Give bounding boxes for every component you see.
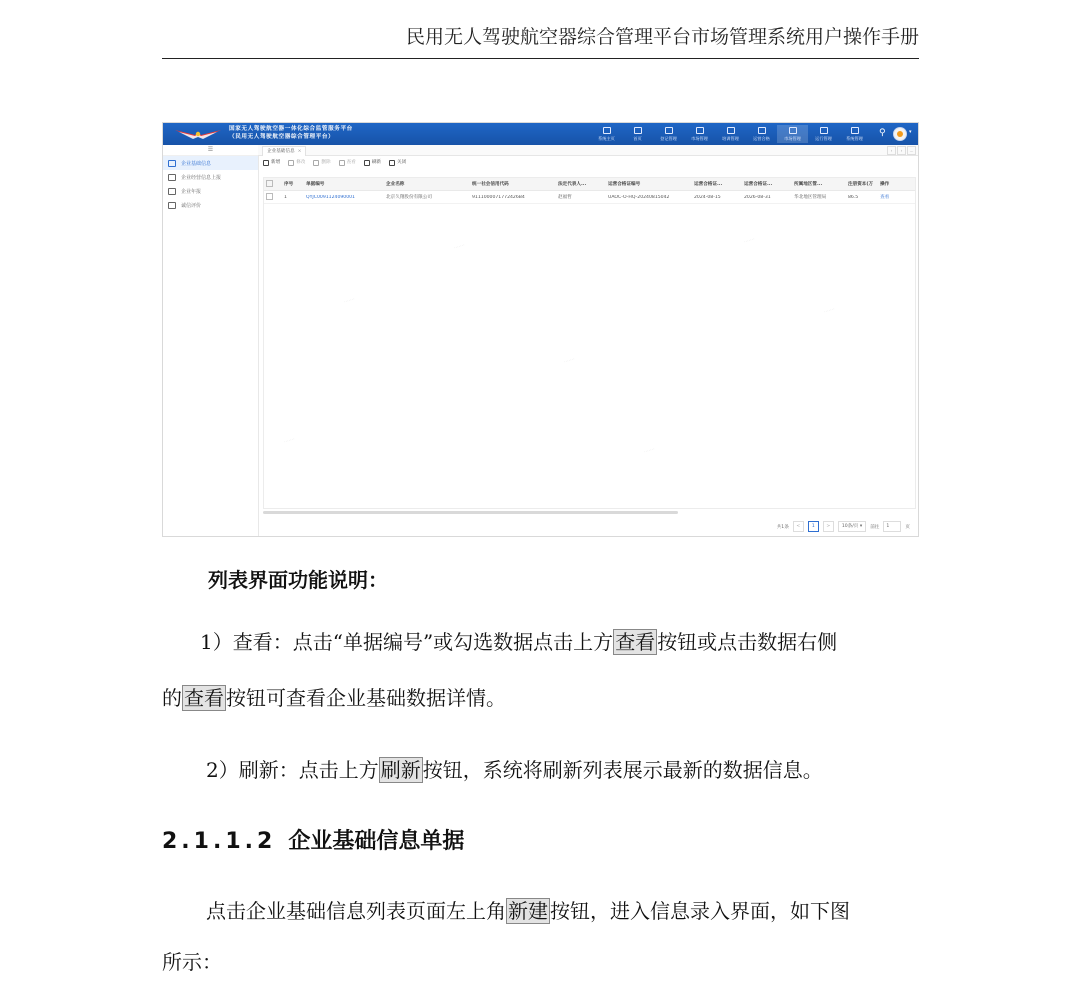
system-title	[229, 125, 353, 141]
nav-label: 系统管理	[846, 136, 863, 141]
next-page-button[interactable]: >	[823, 521, 834, 532]
document-number-link[interactable]: QYJC0091124090001	[306, 194, 355, 200]
running-header-text: 民用无人驾驶航空器综合管理平台市场管理系统用户操作手册	[405, 26, 919, 48]
logo-icon	[173, 126, 223, 142]
paragraph-new-line1	[206, 897, 850, 925]
nav-item-0[interactable]	[591, 125, 622, 143]
highlighted-term: 查看	[615, 630, 656, 654]
nav-label: 首页	[633, 136, 642, 141]
column-header: 企业名称	[386, 182, 405, 187]
section-heading	[162, 824, 464, 855]
text: 1）查看：点击“单据编号”或勾选数据点击上方	[200, 630, 614, 654]
column-header: 操作	[880, 182, 890, 187]
page-size-value: 10条/页	[841, 524, 859, 529]
goto-label: 前往	[870, 524, 880, 530]
highlighted-term: 新建	[508, 899, 548, 923]
nav-label: 市场管理	[691, 136, 708, 141]
text: 按钮可查看企业基础数据详情。	[226, 686, 506, 710]
tab-bar	[258, 145, 918, 156]
page-suffix: 页	[905, 524, 910, 530]
pagination	[773, 521, 910, 532]
table-cell: 86.5	[848, 194, 859, 200]
table-row[interactable]	[264, 191, 915, 204]
edit-button[interactable]	[288, 159, 305, 167]
nav-item-7[interactable]	[808, 125, 839, 143]
operation-icon	[820, 127, 828, 134]
goto-page-input[interactable]: 1	[883, 521, 901, 532]
checkbox[interactable]	[266, 193, 273, 200]
column-header: 序号	[284, 182, 294, 187]
menu-toggle-icon[interactable]: ☰	[163, 145, 258, 156]
column-header: 所属地区管...	[794, 182, 823, 187]
watermark: ·······	[823, 306, 836, 316]
delete-icon	[313, 160, 319, 166]
column-header: 注册资本(万	[848, 182, 874, 187]
watermark: ·······	[453, 242, 466, 252]
table-cell: 1	[284, 194, 287, 200]
watermark: ·······	[643, 446, 656, 456]
paragraph-refresh	[206, 756, 823, 784]
add-icon	[263, 160, 269, 166]
sidebar-item-label: 企业基础信息	[181, 160, 212, 167]
home-icon	[634, 127, 642, 134]
table-cell: 2026-08-31	[744, 194, 771, 200]
cart-icon	[696, 127, 704, 134]
column-header: 统一社会信用代码	[472, 182, 509, 187]
refresh-button[interactable]	[364, 159, 381, 167]
table-header	[264, 178, 915, 191]
edit-label: 修改	[296, 160, 306, 165]
prev-page-button[interactable]: <	[793, 521, 804, 532]
document-icon	[168, 174, 176, 181]
text: 的	[162, 686, 182, 710]
table-cell: 赵福哲	[558, 195, 572, 200]
document-icon	[168, 188, 176, 195]
view-button[interactable]	[339, 159, 356, 167]
chevron-down-icon[interactable]: ▾	[909, 129, 912, 135]
nav-item-1[interactable]	[622, 125, 653, 143]
nav-label: 市场管理	[784, 136, 801, 141]
sidebar-item-label: 诚信评价	[181, 202, 202, 209]
table-cell: 华北地区管理局	[794, 195, 827, 200]
text: 按钮，进入信息录入界面，如下图	[550, 899, 850, 923]
chevron-down-icon: ▾	[859, 524, 863, 529]
running-header	[162, 22, 919, 59]
document-icon	[168, 160, 176, 167]
table-cell: UAOC-O-HQ-20240815042	[608, 194, 670, 200]
nav-label: 登记管理	[660, 136, 677, 141]
column-header: 运营合格证...	[694, 182, 723, 187]
nav-item-5[interactable]	[746, 125, 777, 143]
delete-label: 删除	[321, 160, 331, 165]
nav-label: 系统主页	[598, 136, 615, 141]
paragraph-view-line1	[200, 628, 837, 656]
column-header: 法定代表人...	[558, 182, 587, 187]
highlighted-term: 查看	[184, 686, 224, 710]
system-title-line2: （民用无人驾驶航空器综合管理平台）	[229, 134, 335, 140]
paragraph-new-line2: 所示：	[162, 950, 222, 974]
nav-item-4[interactable]	[715, 125, 746, 143]
sidebar-item-label: 企业经营信息上报	[181, 174, 222, 181]
embedded-screenshot	[162, 122, 919, 537]
section-title: 企业基础信息单据	[288, 829, 465, 854]
sidebar-item-basic-info[interactable]	[163, 156, 258, 170]
watermark: ·······	[563, 356, 576, 366]
top-bar	[163, 123, 918, 145]
system-title-line1: 国家无人驾驶航空器一体化综合监管服务平台	[229, 126, 353, 132]
watermark: ·······	[283, 436, 296, 446]
nav-label: 培训管理	[722, 136, 739, 141]
header-select-all[interactable]	[264, 180, 282, 189]
toolbar	[263, 159, 414, 167]
market-icon	[789, 127, 797, 134]
add-label: 新增	[271, 160, 281, 165]
sidebar-item-credit-evaluation[interactable]	[163, 198, 258, 212]
edit-icon	[288, 160, 294, 166]
search-icon[interactable]: ⚲	[879, 128, 886, 138]
nav-label: 运行管理	[815, 136, 832, 141]
more-icon[interactable]: …	[907, 146, 916, 155]
nav-item-3[interactable]	[684, 125, 715, 143]
avatar[interactable]	[893, 127, 907, 141]
refresh-label: 刷新	[371, 160, 382, 165]
tab-basic-info[interactable]	[262, 146, 306, 156]
highlighted-term: 刷新	[380, 758, 421, 782]
tab-tools	[886, 146, 916, 155]
text: 按钮或点击数据右侧	[657, 630, 838, 654]
sidebar-item-operation-report[interactable]	[163, 170, 258, 184]
close-icon	[389, 160, 395, 166]
top-nav	[591, 125, 870, 143]
text: 点击企业基础信息列表页面左上角	[206, 899, 506, 923]
paragraph-view-line2	[162, 684, 506, 712]
list-heading: 列表界面功能说明：	[208, 568, 388, 592]
close-label: 关闭	[397, 160, 407, 165]
watermark: ·······	[343, 296, 356, 306]
data-table	[263, 177, 916, 509]
certificate-icon	[758, 127, 766, 134]
column-header: 运营合格证编号	[608, 182, 641, 187]
add-button[interactable]	[263, 159, 280, 167]
table-cell: 2024-08-15	[694, 194, 721, 200]
tab-label: 企业基础信息	[267, 149, 295, 154]
training-icon	[727, 127, 735, 134]
refresh-icon	[364, 160, 370, 166]
column-header: 运营合格证...	[744, 182, 773, 187]
table-cell: 9111000071772426B4	[472, 194, 525, 200]
sidebar	[163, 145, 259, 536]
text: 按钮，系统将刷新列表展示最新的数据信息。	[422, 758, 823, 782]
document-icon	[168, 202, 176, 209]
settings-icon	[851, 127, 859, 134]
page-size-select[interactable]	[838, 521, 866, 532]
section-number: 2.1.1.2	[162, 829, 277, 854]
nav-item-8[interactable]	[839, 125, 870, 143]
nav-label: 运营合格	[753, 136, 770, 141]
document-icon	[665, 127, 673, 134]
chevron-left-icon[interactable]: ‹	[887, 146, 896, 155]
row-select[interactable]	[264, 193, 282, 202]
page-button-current[interactable]: 1	[808, 521, 819, 532]
column-header: 单据编号	[306, 182, 325, 187]
table-cell: 北京久翔股份有限公司	[386, 195, 432, 200]
checkbox[interactable]	[266, 180, 273, 187]
monitor-icon	[603, 127, 611, 134]
nav-item-6[interactable]	[777, 125, 808, 143]
view-label: 查看	[346, 160, 356, 165]
chevron-right-icon[interactable]: ›	[897, 146, 906, 155]
row-view-link[interactable]: 查看	[880, 195, 890, 200]
delete-button[interactable]	[313, 159, 330, 167]
sidebar-item-annual-report[interactable]	[163, 184, 258, 198]
nav-item-2[interactable]	[653, 125, 684, 143]
total-count: 共1条	[776, 524, 789, 530]
view-icon	[339, 160, 345, 166]
sidebar-item-label: 企业年报	[181, 188, 202, 195]
close-icon[interactable]: ×	[297, 149, 302, 154]
horizontal-scrollbar[interactable]	[263, 511, 678, 514]
close-button[interactable]	[389, 159, 406, 167]
text: 2）刷新：点击上方	[206, 758, 379, 782]
watermark: ·······	[743, 236, 756, 246]
